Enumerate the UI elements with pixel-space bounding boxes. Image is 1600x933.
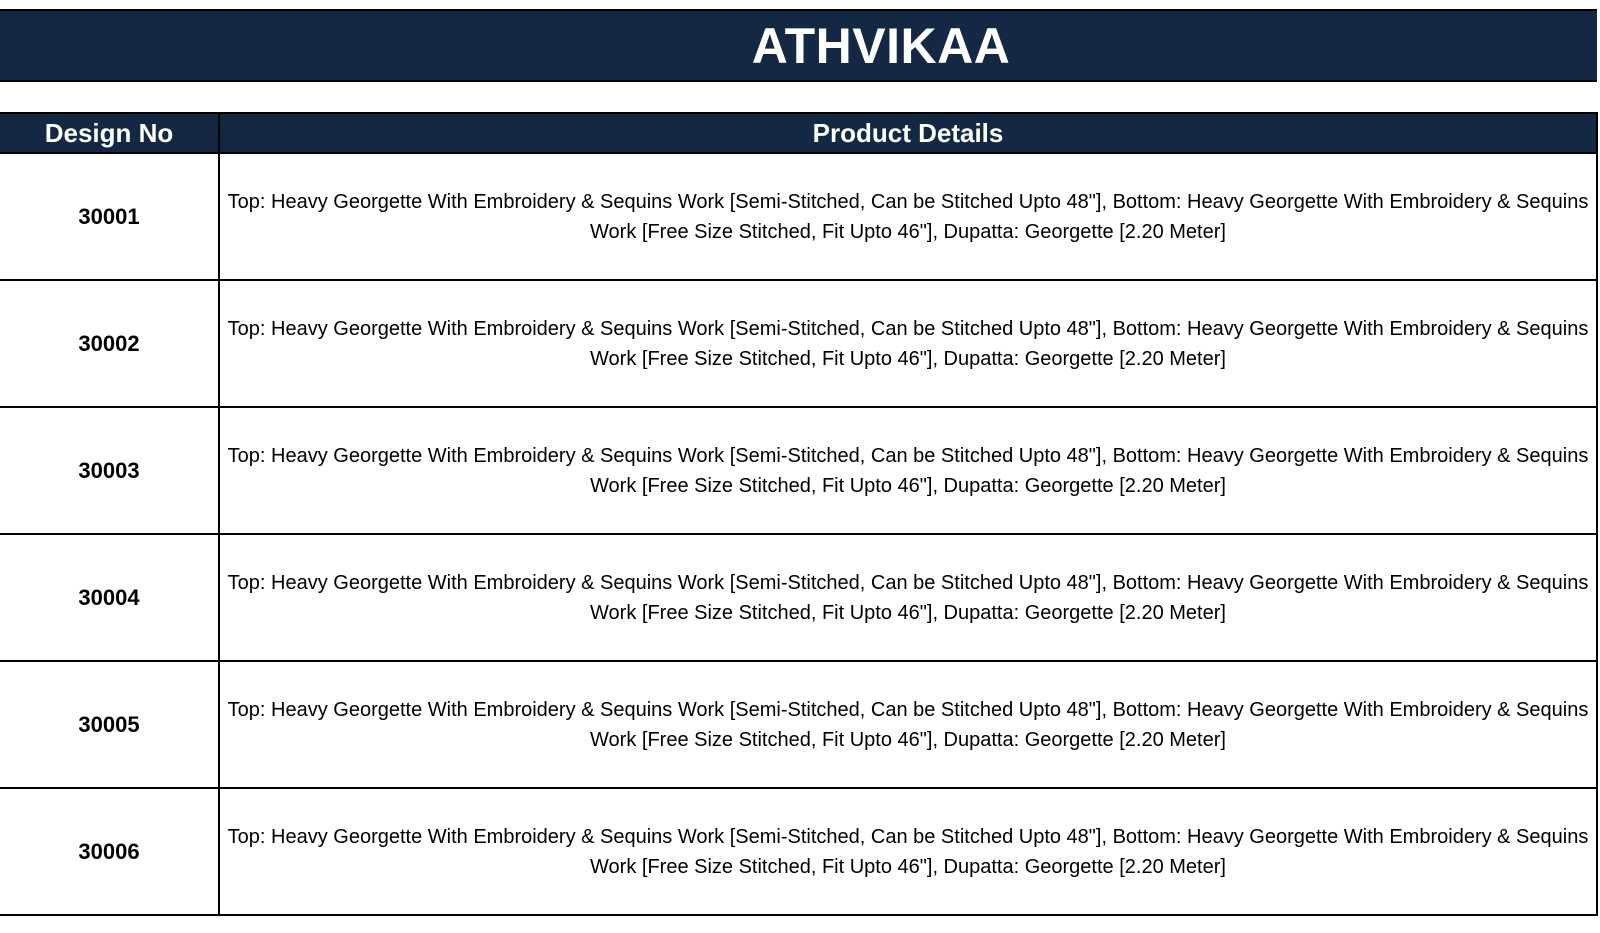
- title-bar: [0, 9, 1597, 82]
- design-no-cell: 30005: [0, 661, 219, 788]
- page-title: ATHVIKAA: [751, 17, 1011, 74]
- design-no-cell: 30004: [0, 534, 219, 661]
- product-details-cell: Top: Heavy Georgette With Embroidery & Sequins Work [Semi-Stitched, Can be Stitched Upto 48"], Bottom: Heavy Georgette With Embroidery & Sequins Work [Free Size Stitched, Fit Upto 46"], Dupatta: Georgette [2.20 Meter]: [219, 788, 1597, 915]
- product-details-cell: Top: Heavy Georgette With Embroidery & Sequins Work [Semi-Stitched, Can be Stitched Upto 48"], Bottom: Heavy Georgette With Embroidery & Sequins Work [Free Size Stitched, Fit Upto 46"], Dupatta: Georgette [2.20 Meter]: [219, 534, 1597, 661]
- table-row: [0, 534, 1597, 661]
- table-header-row: [0, 113, 1597, 153]
- product-table: [0, 112, 1598, 916]
- table-row: [0, 661, 1597, 788]
- product-details-cell: Top: Heavy Georgette With Embroidery & Sequins Work [Semi-Stitched, Can be Stitched Upto 48"], Bottom: Heavy Georgette With Embroidery & Sequins Work [Free Size Stitched, Fit Upto 46"], Dupatta: Georgette [2.20 Meter]: [219, 661, 1597, 788]
- product-details-cell: Top: Heavy Georgette With Embroidery & Sequins Work [Semi-Stitched, Can be Stitched Upto 48"], Bottom: Heavy Georgette With Embroidery & Sequins Work [Free Size Stitched, Fit Upto 46"], Dupatta: Georgette [2.20 Meter]: [219, 407, 1597, 534]
- table-row: [0, 788, 1597, 915]
- table-row: [0, 407, 1597, 534]
- column-header-design-no: Design No: [0, 113, 219, 153]
- design-no-cell: 30001: [0, 153, 219, 280]
- table-row: [0, 280, 1597, 407]
- product-details-cell: Top: Heavy Georgette With Embroidery & Sequins Work [Semi-Stitched, Can be Stitched Upto 48"], Bottom: Heavy Georgette With Embroidery & Sequins Work [Free Size Stitched, Fit Upto 46"], Dupatta: Georgette [2.20 Meter]: [219, 153, 1597, 280]
- column-header-product-details: Product Details: [219, 113, 1597, 153]
- design-no-cell: 30003: [0, 407, 219, 534]
- product-details-cell: Top: Heavy Georgette With Embroidery & Sequins Work [Semi-Stitched, Can be Stitched Upto 48"], Bottom: Heavy Georgette With Embroidery & Sequins Work [Free Size Stitched, Fit Upto 46"], Dupatta: Georgette [2.20 Meter]: [219, 280, 1597, 407]
- design-no-cell: 30006: [0, 788, 219, 915]
- table-row: [0, 153, 1597, 280]
- design-no-cell: 30002: [0, 280, 219, 407]
